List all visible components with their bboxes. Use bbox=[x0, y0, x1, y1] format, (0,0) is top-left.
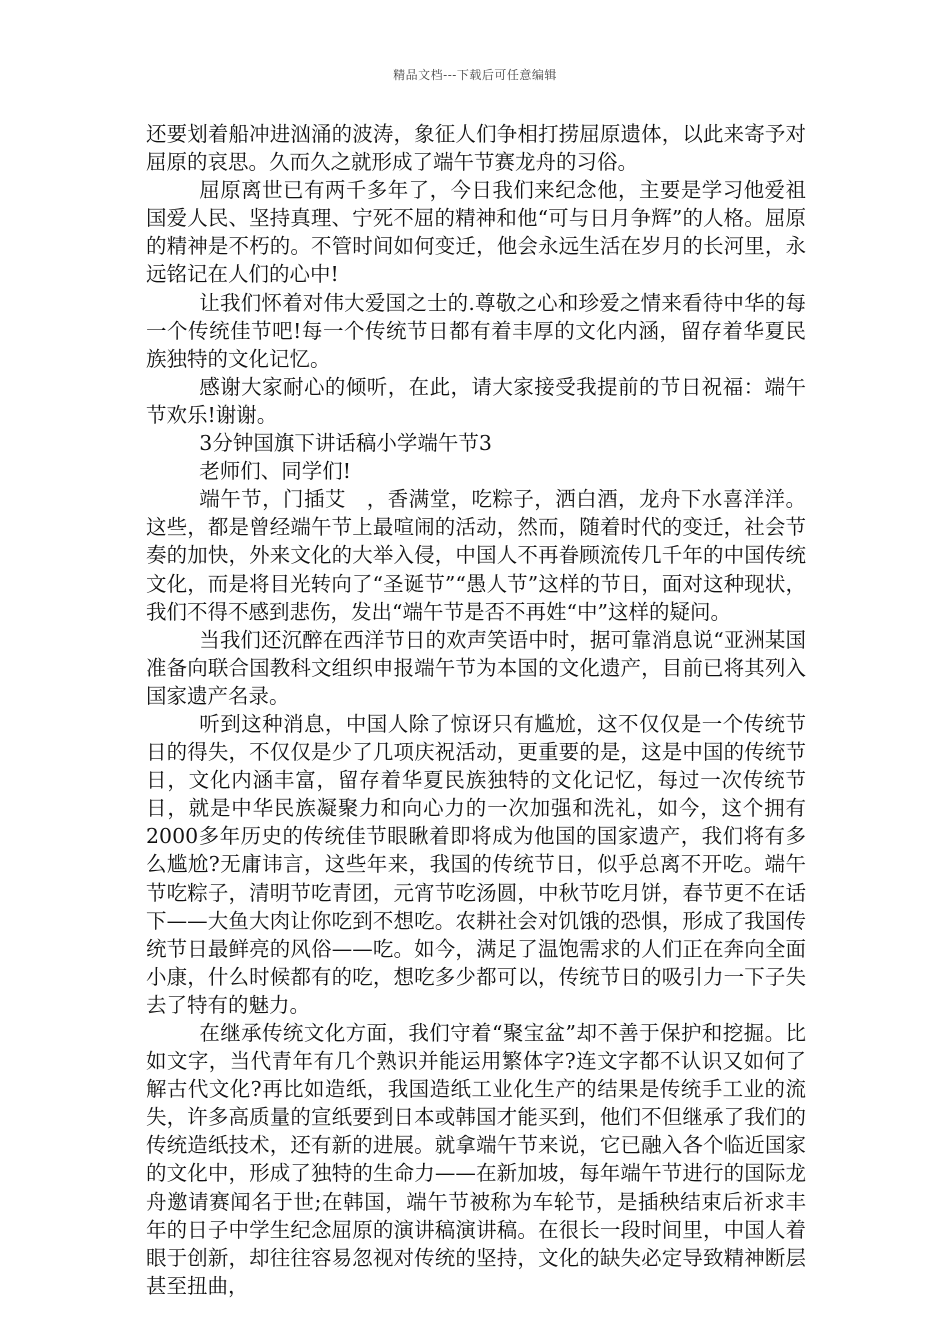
section-title: 3分钟国旗下讲话稿小学端午节3 bbox=[199, 431, 492, 456]
paragraph: 听到这种消息，中国人除了惊讶只有尴尬，这不仅仅是一个传统节日的得失，不仅仅是少了几项庆祝活动，更重要的是，这是中国的传统节日，文化内涵丰富，留存着华夏民族独特的文化记忆，每过一次传统节日，就是中华民族凝聚力和向心力的一次加强和洗礼，如今，这个拥有2000多年历史的传统佳节眼瞅着即将成为他国的国家遗产，我们将有多么尴尬?无庸讳言，这些年来，我国的传统节日，似乎总离不开吃。端午节吃粽子，清明节吃青团，元宵节吃汤圆，中秋节吃月饼，春节更不在话下——大鱼大肉让你吃到不想吃。农耕社会对饥饿的恐惧，形成了我国传统节日最鲜亮的风俗——吃。如今，满足了温饱需求的人们正在奔向全面小康，什么时候都有的吃，想吃多少都可以，传统节日的吸引力一下子失去了特有的魅力。 bbox=[146, 711, 806, 1017]
page-header: 精品文档---下载后可任意编辑 bbox=[393, 68, 557, 82]
paragraph: 让我们怀着对伟大爱国之士的.尊敬之心和珍爱之情来看待中华的每一个传统佳节吧!每一个传统节日都有着丰厚的文化内涵，留存着华夏民族独特的文化记忆。 bbox=[146, 290, 806, 371]
paragraph: 在继承传统文化方面，我们守着“聚宝盆”却不善于保护和挖掘。比如文字，当代青年有几个熟识并能运用繁体字?连文字都不认识又如何了解古代文化?再比如造纸，我国造纸工业化生产的结果是传统手工业的流失，许多高质量的宣纸要到日本或韩国才能买到，他们不但继承了我们的传统造纸技术，还有新的进展。就拿端午节来说，它已融入各个临近国家的文化中，形成了独特的生命力——在新加坡，每年端午节进行的国际龙舟邀请赛闻名于世;在韩国，端午节被称为车轮节，是插秧结束后祈求丰年的日子中学生纪念屈原的演讲稿演讲稿。在很长一段时间里，中国人着眼于创新，却往往容易忽视对传统的坚持，文化的缺失必定导致精神断层甚至扭曲， bbox=[146, 1021, 806, 1298]
paragraph: 屈原离世已有两千多年了，今日我们来纪念他，主要是学习他爱祖国爱人民、坚持真理、宁死不屈的精神和他“可与日月争辉”的人格。屈原的精神是不朽的。不管时间如何变迁，他会永远生活在岁月的长河里，永远铭记在人们的心中! bbox=[146, 178, 806, 287]
paragraph: 当我们还沉醉在西洋节日的欢声笑语中时，据可靠消息说“亚洲某国准备向联合国教科文组织申报端午节为本国的文化遗产，目前已将其列入国家遗产名录。 bbox=[146, 627, 806, 708]
document-body bbox=[146, 120, 806, 1300]
paragraph: 感谢大家耐心的倾听，在此，请大家接受我提前的节日祝福：端午节欢乐!谢谢。 bbox=[146, 374, 806, 427]
salutation: 老师们、同学们! bbox=[199, 459, 352, 484]
paragraph: 还要划着船冲进汹涌的波涛，象征人们争相打捞屈原遗体，以此来寄予对屈原的哀思。久而久之就形成了端午节赛龙舟的习俗。 bbox=[146, 122, 806, 175]
paragraph: 端午节，门插艾 ，香满堂，吃粽子，洒白酒，龙舟下水喜洋洋。这些，都是曾经端午节上最喧闹的活动，然而，随着时代的变迁，社会节奏的加快，外来文化的大举入侵，中国人不再眷顾流传几千年的中国传统文化，而是将目光转向了“圣诞节”“愚人节”这样的节日，面对这种现状，我们不得不感到悲伤，发出“端午节是否不再姓“中”这样的疑问。 bbox=[146, 487, 806, 624]
